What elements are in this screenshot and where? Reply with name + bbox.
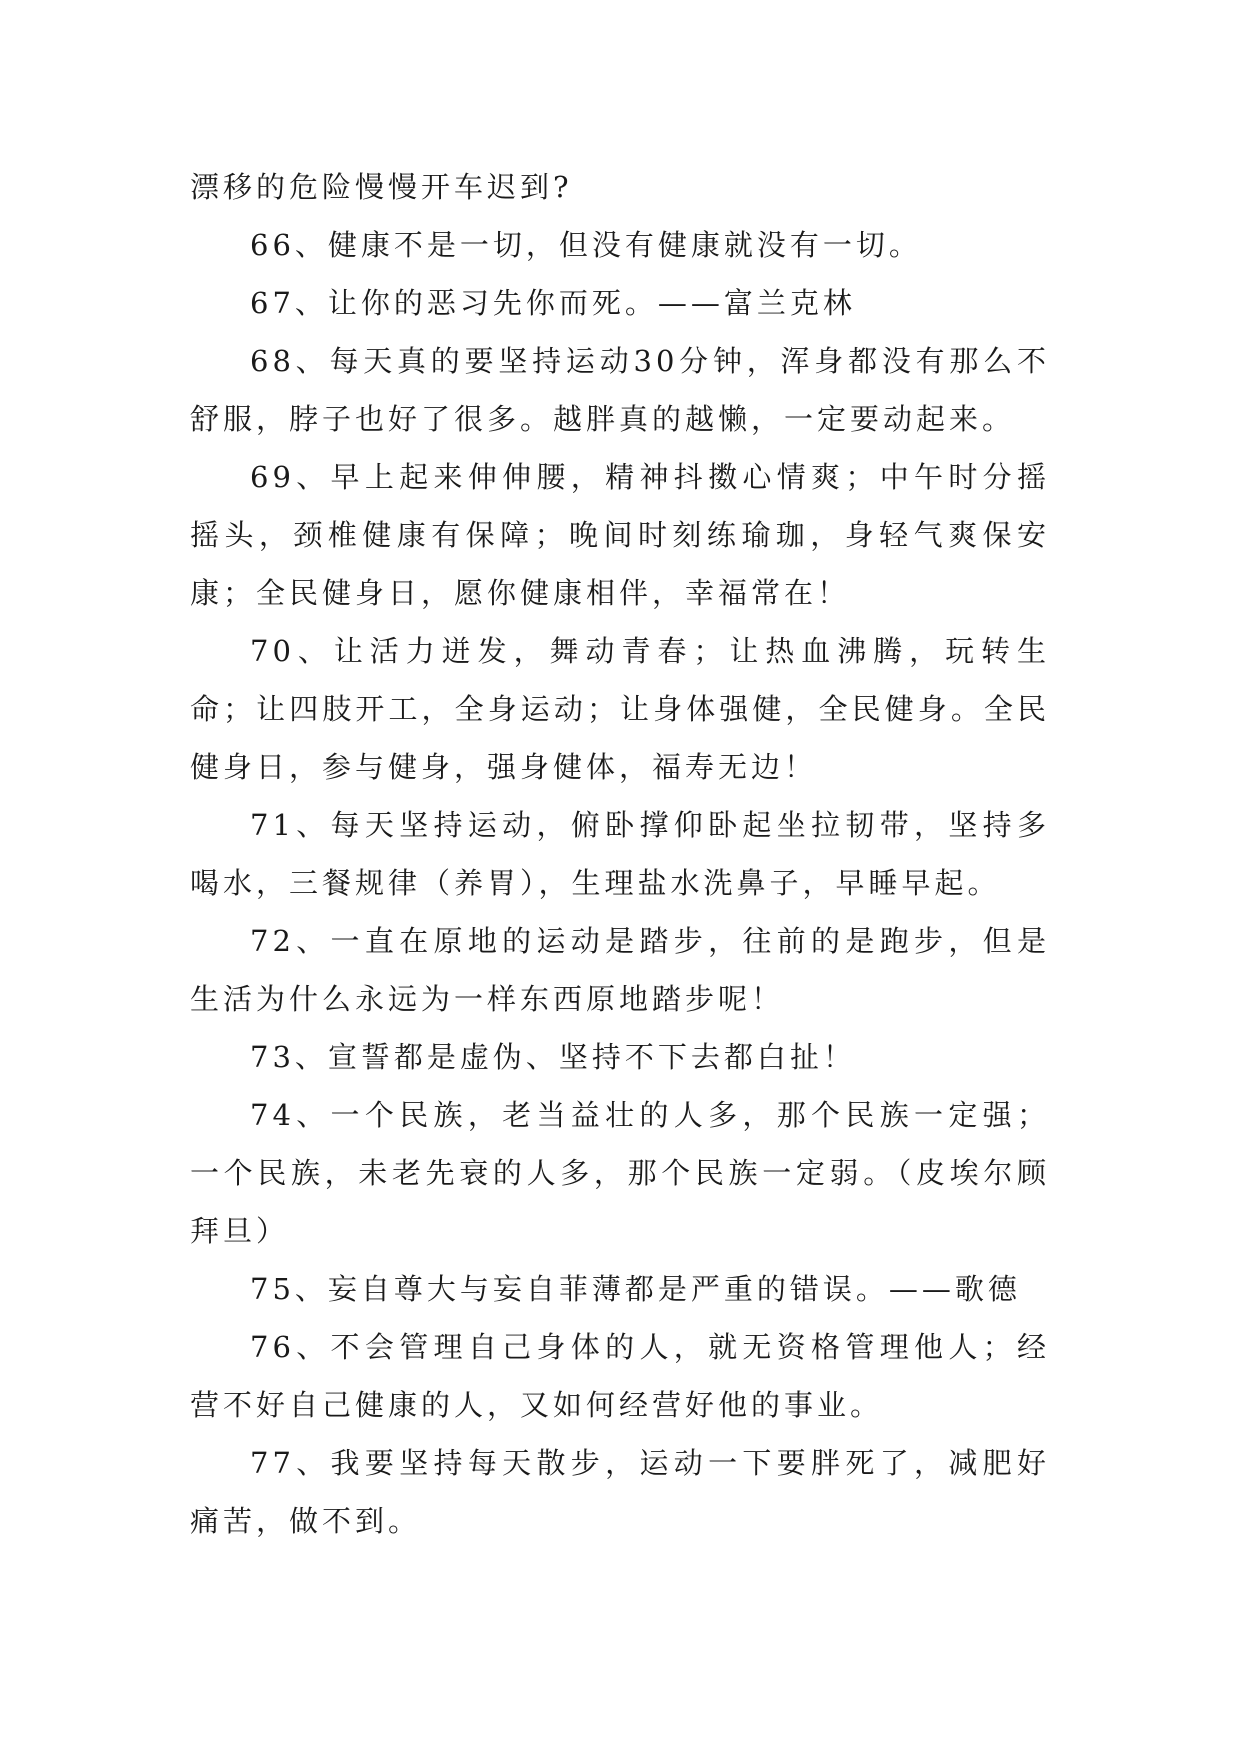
paragraph-71: 71、每天坚持运动，俯卧撑仰卧起坐拉韧带，坚持多喝水，三餐规律（养胃），生理盐水洗鼻子，早睡早起。	[190, 808, 1050, 900]
paragraph-continuation: 漂移的危险慢慢开车迟到?	[190, 170, 573, 204]
paragraph-74: 74、一个民族，老当益壮的人多，那个民族一定强；一个民族，未老先衰的人多，那个民族一定弱。（皮埃尔顾拜旦）	[190, 1098, 1050, 1248]
document-body	[190, 158, 1050, 1550]
paragraph-69: 69、早上起来伸伸腰，精神抖擞心情爽；中午时分摇摇头，颈椎健康有保障；晚间时刻练瑜珈，身轻气爽保安康；全民健身日，愿你健康相伴，幸福常在！	[190, 460, 1050, 610]
paragraph-73: 73、宣誓都是虚伪、坚持不下去都白扯！	[250, 1040, 856, 1074]
paragraph-75: 75、妄自尊大与妄自菲薄都是严重的错误。——歌德	[250, 1272, 1021, 1306]
paragraph-66: 66、健康不是一切，但没有健康就没有一切。	[250, 228, 922, 262]
paragraph-76: 76、不会管理自己身体的人，就无资格管理他人；经营不好自己健康的人，又如何经营好他的事业。	[190, 1330, 1050, 1422]
paragraph-68: 68、每天真的要坚持运动30分钟，浑身都没有那么不舒服，脖子也好了很多。越胖真的越懒，一定要动起来。	[190, 344, 1050, 436]
paragraph-67: 67、让你的恶习先你而死。——富兰克林	[250, 286, 856, 320]
paragraph-70: 70、让活力迸发，舞动青春；让热血沸腾，玩转生命；让四肢开工，全身运动；让身体强健，全民健身。全民健身日，参与健身，强身健体，福寿无边！	[190, 634, 1050, 784]
paragraph-72: 72、一直在原地的运动是踏步，往前的是跑步，但是生活为什么永远为一样东西原地踏步呢！	[190, 924, 1050, 1016]
paragraph-77: 77、我要坚持每天散步，运动一下要胖死了，减肥好痛苦，做不到。	[190, 1446, 1050, 1538]
